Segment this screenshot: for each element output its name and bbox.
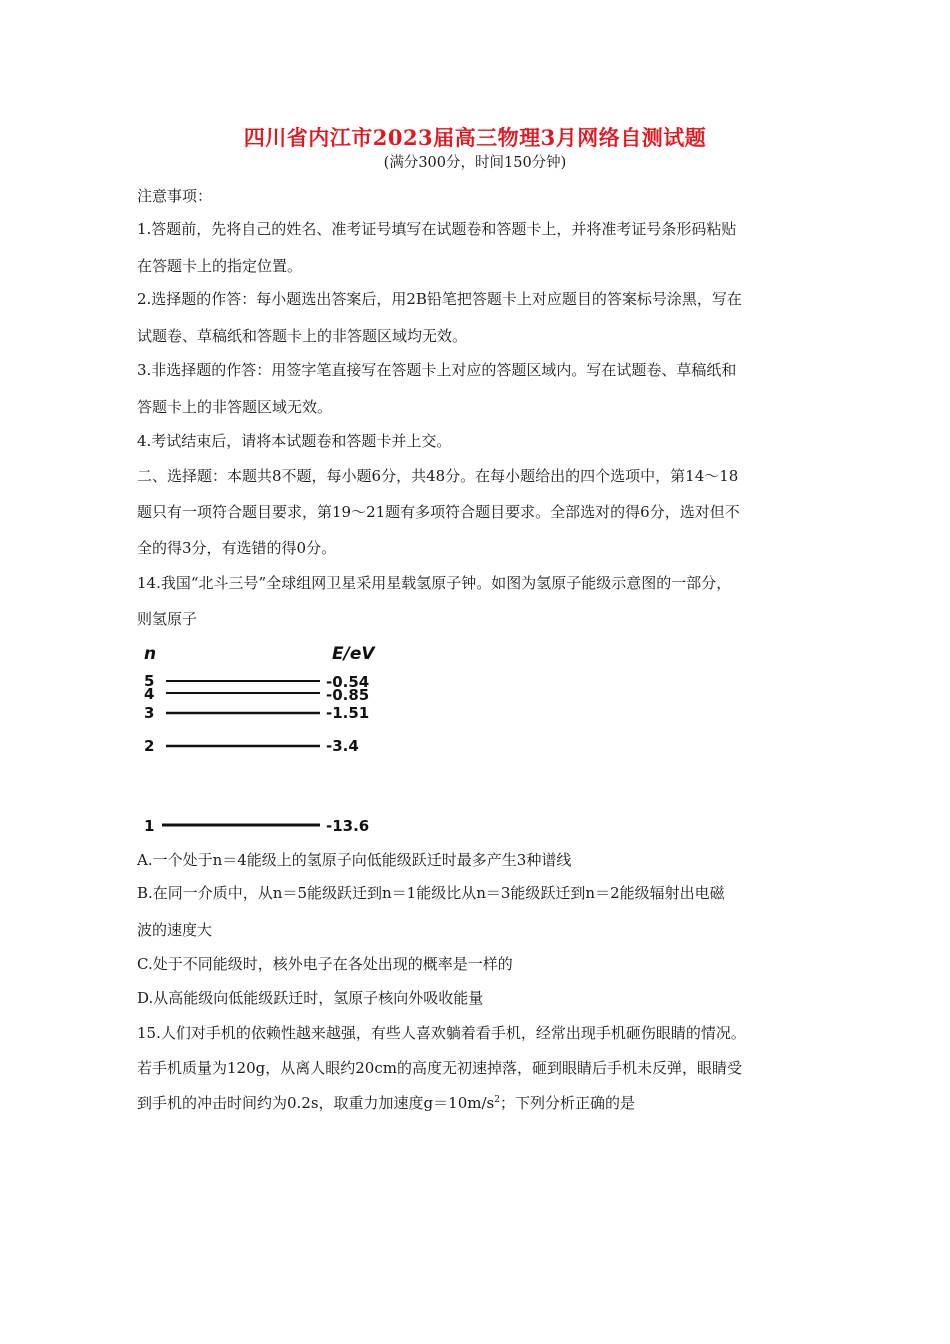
- level-energy-1: -13.6: [326, 817, 370, 835]
- notice-line: 2.选择题的作答：每小题选出答案后，用2B铅笔把答题卡上对应题目的答案标号涂黑，写在: [137, 290, 742, 308]
- page-title: 四川省内江市2023届高三物理3月网络自测试题: [243, 125, 707, 150]
- notice-line: 在答题卡上的指定位置。: [137, 257, 303, 275]
- level-n-4: 4: [144, 685, 155, 703]
- page-subtitle: (满分300分，时间150分钟): [383, 155, 567, 171]
- level-n-2: 2: [144, 737, 155, 755]
- level-energy-4: -0.85: [326, 686, 370, 704]
- notice-line: 4.考试结束后，请将本试题卷和答题卡并上交。: [137, 432, 452, 450]
- question-14-option-d: D.从高能级向低能级跃迁时，氢原子核向外吸收能量: [137, 989, 484, 1007]
- question-15-text: 到手机的冲击时间约为0.2s，取重力加速度g＝10m/s: [137, 1094, 495, 1112]
- question-15-stem: 15.人们对手机的依赖性越来越强，有些人喜欢躺着看手机，经常出现手机砸伤眼睛的情况。: [137, 1024, 746, 1042]
- notice-line: 3.非选择题的作答：用签字笔直接写在答题卡上对应的答题区域内。写在试题卷、草稿纸和: [137, 361, 737, 379]
- question-15-stem: [137, 1093, 635, 1113]
- question-14-option-b: B.在同一介质中，从n＝5能级跃迁到n＝1能级比从n＝3能级跃迁到n＝2能级辐射出电磁: [137, 884, 725, 902]
- section-instruction-line: 二、选择题：本题共8不题，每小题6分，共48分。在每小题给出的四个选项中，第14～18: [137, 467, 739, 485]
- energy-level-diagram: [140, 640, 400, 840]
- superscript: 2: [494, 1095, 500, 1105]
- level-energy-2: -3.4: [326, 737, 359, 755]
- energy-axis-label: E/eV: [332, 644, 375, 664]
- question-14-option-b-cont: 波的速度大: [137, 921, 213, 939]
- question-14-stem: 14.我国“北斗三号”全球组网卫星采用星载氢原子钟。如图为氢原子能级示意图的一部分，: [137, 574, 732, 592]
- level-energy-3: -1.51: [326, 704, 370, 722]
- notice-line: 1.答题前，先将自己的姓名、准考证号填写在试题卷和答题卡上，并将准考证号条形码粘贴: [137, 220, 737, 238]
- notice-line: 答题卡上的非答题区域无效。: [137, 398, 333, 416]
- question-15-stem: 若手机质量为120g，从离人眼约20cm的高度无初速掉落，砸到眼睛后手机未反弹，眼睛受: [137, 1059, 742, 1077]
- notice-line: 试题卷、草稿纸和答题卡上的非答题区域均无效。: [137, 327, 468, 345]
- question-14-option-a: A.一个处于n＝4能级上的氢原子向低能级跃迁时最多产生3种谱线: [137, 851, 572, 869]
- level-n-3: 3: [144, 704, 155, 722]
- question-14-stem: 则氢原子: [137, 610, 198, 628]
- question-14-option-c: C.处于不同能级时，核外电子在各处出现的概率是一样的: [137, 955, 513, 973]
- section-instruction-line: 题只有一项符合题目要求，第19～21题有多项符合题目要求。全部选对的得6分，选对但不: [137, 503, 740, 521]
- level-n-5: 5: [144, 672, 155, 690]
- level-n-1: 1: [144, 817, 155, 835]
- question-15-text: ；下列分析正确的是: [499, 1094, 635, 1112]
- section-instruction-line: 全的得3分，有选错的得0分。: [137, 539, 337, 557]
- notice-heading: 注意事项：: [137, 187, 213, 205]
- n-axis-label: n: [144, 644, 157, 664]
- level-energy-5: -0.54: [326, 673, 370, 691]
